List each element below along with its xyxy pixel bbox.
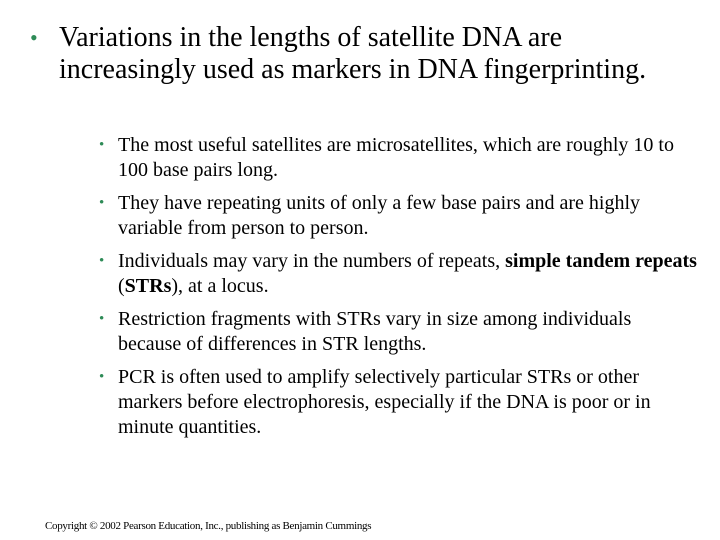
sub-point-text: Restriction fragments with STRs vary in size among individuals because of differences in STR lengths. xyxy=(118,308,632,355)
sub-point-microsatellites xyxy=(99,133,699,183)
bullet-icon: • xyxy=(99,253,105,269)
sub-point-restriction-fragments xyxy=(99,307,699,357)
paren-open: ( xyxy=(118,275,125,297)
sub-point-simple-tandem-repeats xyxy=(99,249,699,299)
main-point-text: Variations in the lengths of satellite DNA are increasingly used as markers in DNA fingerprinting. xyxy=(59,22,647,85)
main-bullet-point xyxy=(30,22,690,86)
bullet-icon: • xyxy=(30,25,38,50)
sub-point-pcr xyxy=(99,365,699,440)
sub-point-text xyxy=(118,249,699,299)
copyright-footer: Copyright © 2002 Pearson Education, Inc., publishing as Benjamin Cummings xyxy=(45,520,372,532)
bullet-icon: • xyxy=(99,311,105,327)
bullet-icon: • xyxy=(99,369,105,385)
sub-point-text: They have repeating units of only a few base pairs and are highly variable from person to person. xyxy=(118,192,641,239)
term-strs: STRs xyxy=(124,275,172,297)
sub-point-text-end: ), at a locus. xyxy=(171,275,269,297)
sub-point-list xyxy=(99,133,699,448)
term-simple-tandem-repeats: simple tandem repeats xyxy=(505,250,697,272)
sub-point-text: The most useful satellites are microsatellites, which are roughly 10 to 100 base pairs long. xyxy=(118,134,674,181)
bullet-icon: • xyxy=(99,137,105,153)
sub-point-text: PCR is often used to amplify selectively particular STRs or other markers before electrophoresis, especially if the DNA is poor or in minute quantities. xyxy=(118,366,651,438)
sub-point-text-start: Individuals may vary in the numbers of repeats, xyxy=(118,250,506,272)
sub-point-repeating-units xyxy=(99,191,699,241)
bullet-icon: • xyxy=(99,195,105,211)
